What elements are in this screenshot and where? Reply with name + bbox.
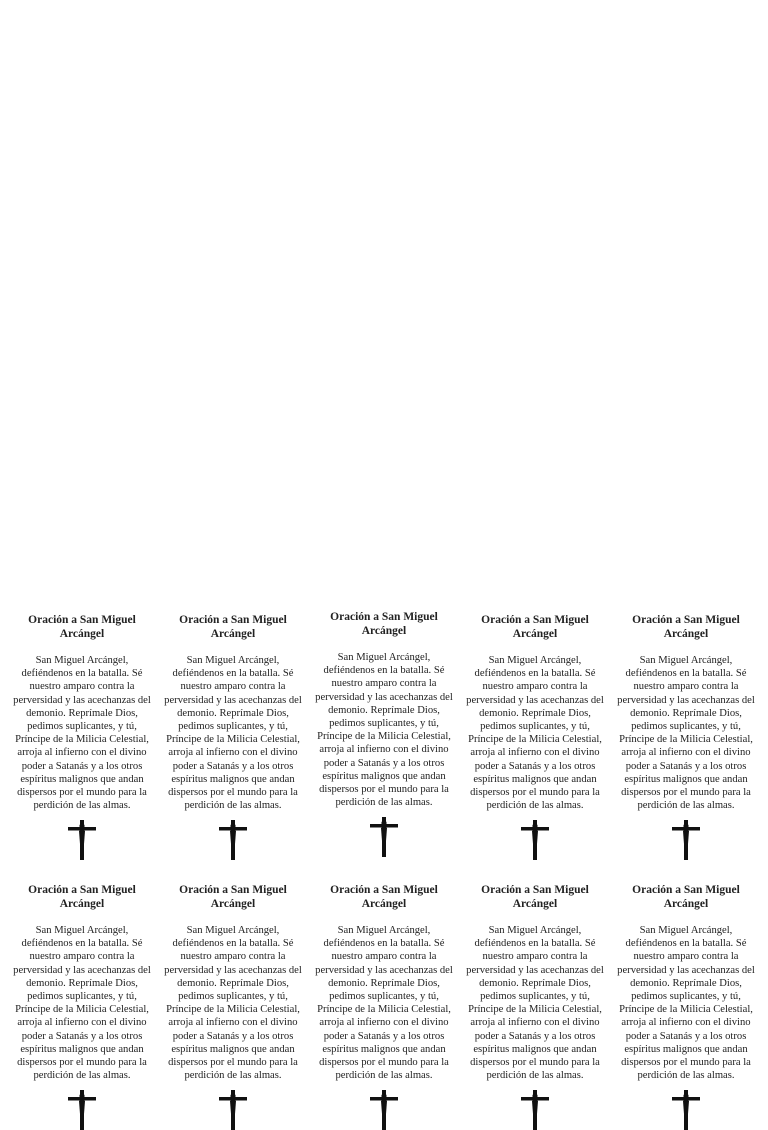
- prayer-title: Oración a San Miguel Arcángel: [330, 884, 438, 910]
- crucifix-icon: [671, 1090, 701, 1130]
- crucifix-icon: [67, 1090, 97, 1130]
- prayer-title: Oración a San Miguel Arcángel: [632, 884, 740, 910]
- prayer-text: San Miguel Arcángel, defiéndenos en la batalla. Sé nuestro amparo contra la perversidad y las acechanzas del demonio. Reprímale Dios, pedimos suplicantes, y tú, Príncipe de la Milicia Celestial, arroja al infierno con el divino poder a Satanás y a los otros espíritus malignos que andan dispersos por el mundo para la perdición de las almas.: [315, 925, 453, 1082]
- crucifix-icon: [218, 1090, 248, 1130]
- crucifix-icon: [218, 820, 248, 860]
- prayer-title: Oración a San Miguel Arcángel: [330, 611, 438, 637]
- prayer-card: [12, 614, 152, 812]
- prayer-card: [163, 884, 303, 1082]
- prayer-title: Oración a San Miguel Arcángel: [481, 884, 589, 910]
- prayer-text: San Miguel Arcángel, defiéndenos en la batalla. Sé nuestro amparo contra la perversidad y las acechanzas del demonio. Reprímale Dios, pedimos suplicantes, y tú, Príncipe de la Milicia Celestial, arroja al infierno con el divino poder a Satanás y a los otros espíritus malignos que andan dispersos por el mundo para la perdición de las almas.: [13, 925, 151, 1082]
- prayer-card: [314, 884, 454, 1082]
- prayer-text: San Miguel Arcángel, defiéndenos en la batalla. Sé nuestro amparo contra la perversidad y las acechanzas del demonio. Reprímale Dios, pedimos suplicantes, y tú, Príncipe de la Milicia Celestial, arroja al infierno con el divino poder a Satanás y a los otros espíritus malignos que andan dispersos por el mundo para la perdición de las almas.: [617, 655, 755, 812]
- prayer-title: Oración a San Miguel Arcángel: [632, 614, 740, 640]
- prayer-card: [314, 611, 454, 809]
- prayer-title: Oración a San Miguel Arcángel: [179, 884, 287, 910]
- prayer-text: San Miguel Arcángel, defiéndenos en la batalla. Sé nuestro amparo contra la perversidad y las acechanzas del demonio. Reprímale Dios, pedimos suplicantes, y tú, Príncipe de la Milicia Celestial, arroja al infierno con el divino poder a Satanás y a los otros espíritus malignos que andan dispersos por el mundo para la perdición de las almas.: [164, 655, 302, 812]
- prayer-title: Oración a San Miguel Arcángel: [28, 884, 136, 910]
- prayer-text: San Miguel Arcángel, defiéndenos en la batalla. Sé nuestro amparo contra la perversidad y las acechanzas del demonio. Reprímale Dios, pedimos suplicantes, y tú, Príncipe de la Milicia Celestial, arroja al infierno con el divino poder a Satanás y a los otros espíritus malignos que andan dispersos por el mundo para la perdición de las almas.: [466, 925, 604, 1082]
- crucifix-icon: [369, 817, 399, 857]
- prayer-text: San Miguel Arcángel, defiéndenos en la batalla. Sé nuestro amparo contra la perversidad y las acechanzas del demonio. Reprímale Dios, pedimos suplicantes, y tú, Príncipe de la Milicia Celestial, arroja al infierno con el divino poder a Satanás y a los otros espíritus malignos que andan dispersos por el mundo para la perdición de las almas.: [617, 925, 755, 1082]
- prayer-card: [465, 614, 605, 812]
- prayer-card: [163, 614, 303, 812]
- crucifix-icon: [520, 1090, 550, 1130]
- prayer-title: Oración a San Miguel Arcángel: [179, 614, 287, 640]
- crucifix-icon: [671, 820, 701, 860]
- prayer-text: San Miguel Arcángel, defiéndenos en la batalla. Sé nuestro amparo contra la perversidad y las acechanzas del demonio. Reprímale Dios, pedimos suplicantes, y tú, Príncipe de la Milicia Celestial, arroja al infierno con el divino poder a Satanás y a los otros espíritus malignos que andan dispersos por el mundo para la perdición de las almas.: [164, 925, 302, 1082]
- prayer-card: [12, 884, 152, 1082]
- crucifix-icon: [520, 820, 550, 860]
- prayer-text: San Miguel Arcángel, defiéndenos en la batalla. Sé nuestro amparo contra la perversidad y las acechanzas del demonio. Reprímale Dios, pedimos suplicantes, y tú, Príncipe de la Milicia Celestial, arroja al infierno con el divino poder a Satanás y a los otros espíritus malignos que andan dispersos por el mundo para la perdición de las almas.: [13, 655, 151, 812]
- prayer-text: San Miguel Arcángel, defiéndenos en la batalla. Sé nuestro amparo contra la perversidad y las acechanzas del demonio. Reprímale Dios, pedimos suplicantes, y tú, Príncipe de la Milicia Celestial, arroja al infierno con el divino poder a Satanás y a los otros espíritus malignos que andan dispersos por el mundo para la perdición de las almas.: [315, 652, 453, 809]
- crucifix-icon: [369, 1090, 399, 1130]
- crucifix-icon: [67, 820, 97, 860]
- prayer-title: Oración a San Miguel Arcángel: [481, 614, 589, 640]
- prayer-card: [616, 614, 756, 812]
- prayer-text: San Miguel Arcángel, defiéndenos en la batalla. Sé nuestro amparo contra la perversidad y las acechanzas del demonio. Reprímale Dios, pedimos suplicantes, y tú, Príncipe de la Milicia Celestial, arroja al infierno con el divino poder a Satanás y a los otros espíritus malignos que andan dispersos por el mundo para la perdición de las almas.: [466, 655, 604, 812]
- prayer-title: Oración a San Miguel Arcángel: [28, 614, 136, 640]
- prayer-card: [465, 884, 605, 1082]
- prayer-card: [616, 884, 756, 1082]
